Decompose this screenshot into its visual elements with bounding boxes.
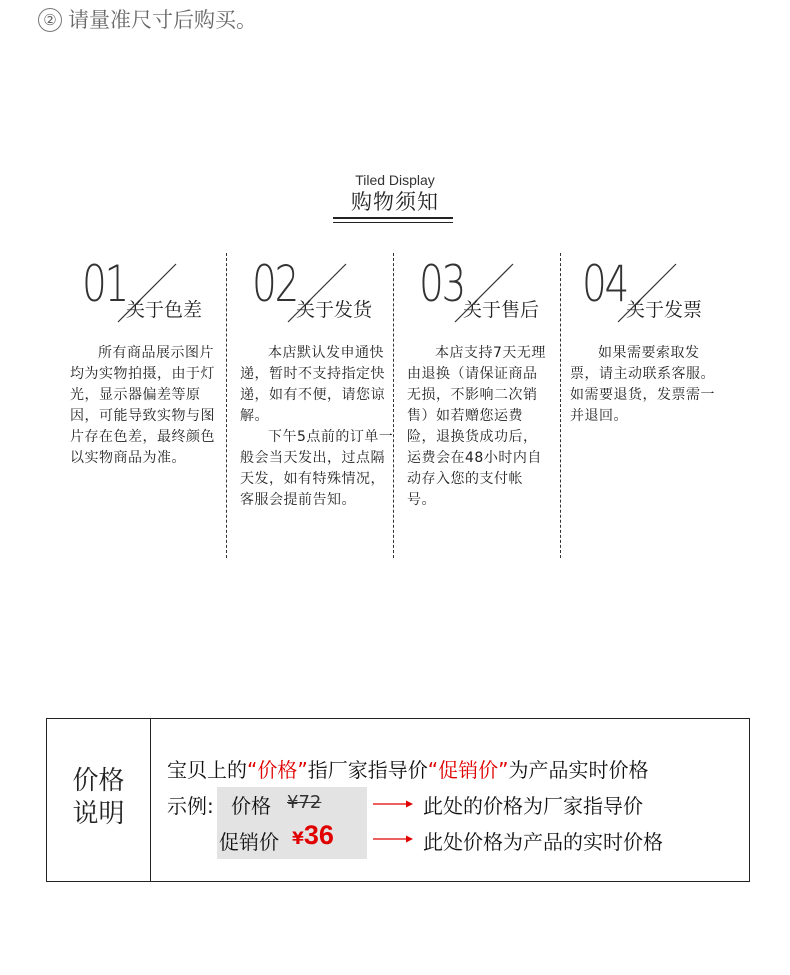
price-table-label-line1: 价格 <box>72 766 125 796</box>
definition-part3: 为产品实时价格 <box>508 758 649 782</box>
column-number: 02 <box>252 255 297 313</box>
column-body <box>70 343 226 469</box>
column-title: 关于色差 <box>126 299 203 321</box>
definition-part2: 指厂家指导价 <box>307 758 428 782</box>
column-title: 关于售后 <box>463 299 540 321</box>
column-paragraph: 本店支持7天无理由退换（请保证商品无损，不影响二次销售）如若赠您运费险，退换货成功后，运费会在48小时内自动存入您的支付帐号。 <box>407 345 546 508</box>
column-paragraph: 本店默认发申通快递，暂时不支持指定快递，如有不便，请您谅解。 <box>240 345 385 424</box>
example-label: 示例: <box>167 794 214 818</box>
heading-chinese: 购物须知 <box>351 190 439 214</box>
circled-number: ② <box>38 8 62 32</box>
column-body <box>570 343 726 427</box>
currency-symbol: ¥ <box>292 829 304 849</box>
price-label: 价格 <box>231 794 271 818</box>
price-table-label-line2: 说明 <box>72 799 125 829</box>
definition-part1: 宝贝上的 <box>167 758 247 782</box>
price-table-label <box>47 765 150 831</box>
price-definition-line <box>167 754 648 783</box>
promo-price-value <box>292 820 334 851</box>
promo-price-label: 促销价 <box>219 830 279 854</box>
price-explanation-table <box>46 718 750 882</box>
price-table-label-cell <box>47 719 151 881</box>
top-note <box>38 4 257 34</box>
column-number: 03 <box>419 255 464 313</box>
top-note-text: 请量准尺寸后购买。 <box>68 8 257 32</box>
column-divider <box>226 253 227 558</box>
column-number: 01 <box>82 255 127 313</box>
quoted-price-term: “价格” <box>247 758 308 782</box>
column-divider <box>393 253 394 558</box>
column-paragraph: 如果需要索取发票，请主动联系客服。如需要退货，发票需一并退回。 <box>570 345 715 424</box>
list-price-explanation: 此处的价格为厂家指导价 <box>423 794 643 818</box>
column-body <box>240 343 396 511</box>
quoted-promo-term: “促销价” <box>427 758 509 782</box>
arrow-right-icon <box>373 799 413 809</box>
heading-underline <box>333 217 453 219</box>
column-title: 关于发货 <box>296 299 373 321</box>
column-number: 04 <box>582 255 627 313</box>
promo-price-explanation: 此处价格为产品的实时价格 <box>423 830 663 854</box>
arrow-right-icon <box>373 834 413 844</box>
promo-price-number: 36 <box>303 820 334 850</box>
column-body <box>407 343 547 511</box>
column-divider <box>560 253 561 558</box>
heading-english: Tiled Display <box>355 172 435 188</box>
list-price-value: ¥72 <box>287 792 322 813</box>
column-paragraph: 所有商品展示图片均为实物拍摄，由于灯光，显示器偏差等原因，可能导致实物与图片存在色差，最终颜色以实物商品为准。 <box>70 345 215 466</box>
column-title: 关于发票 <box>626 299 703 321</box>
heading-underline-thin <box>333 222 453 223</box>
column-paragraph: 下午5点前的订单一般会当天发出，过点隔天发，如有特殊情况，客服会提前告知。 <box>240 429 394 508</box>
